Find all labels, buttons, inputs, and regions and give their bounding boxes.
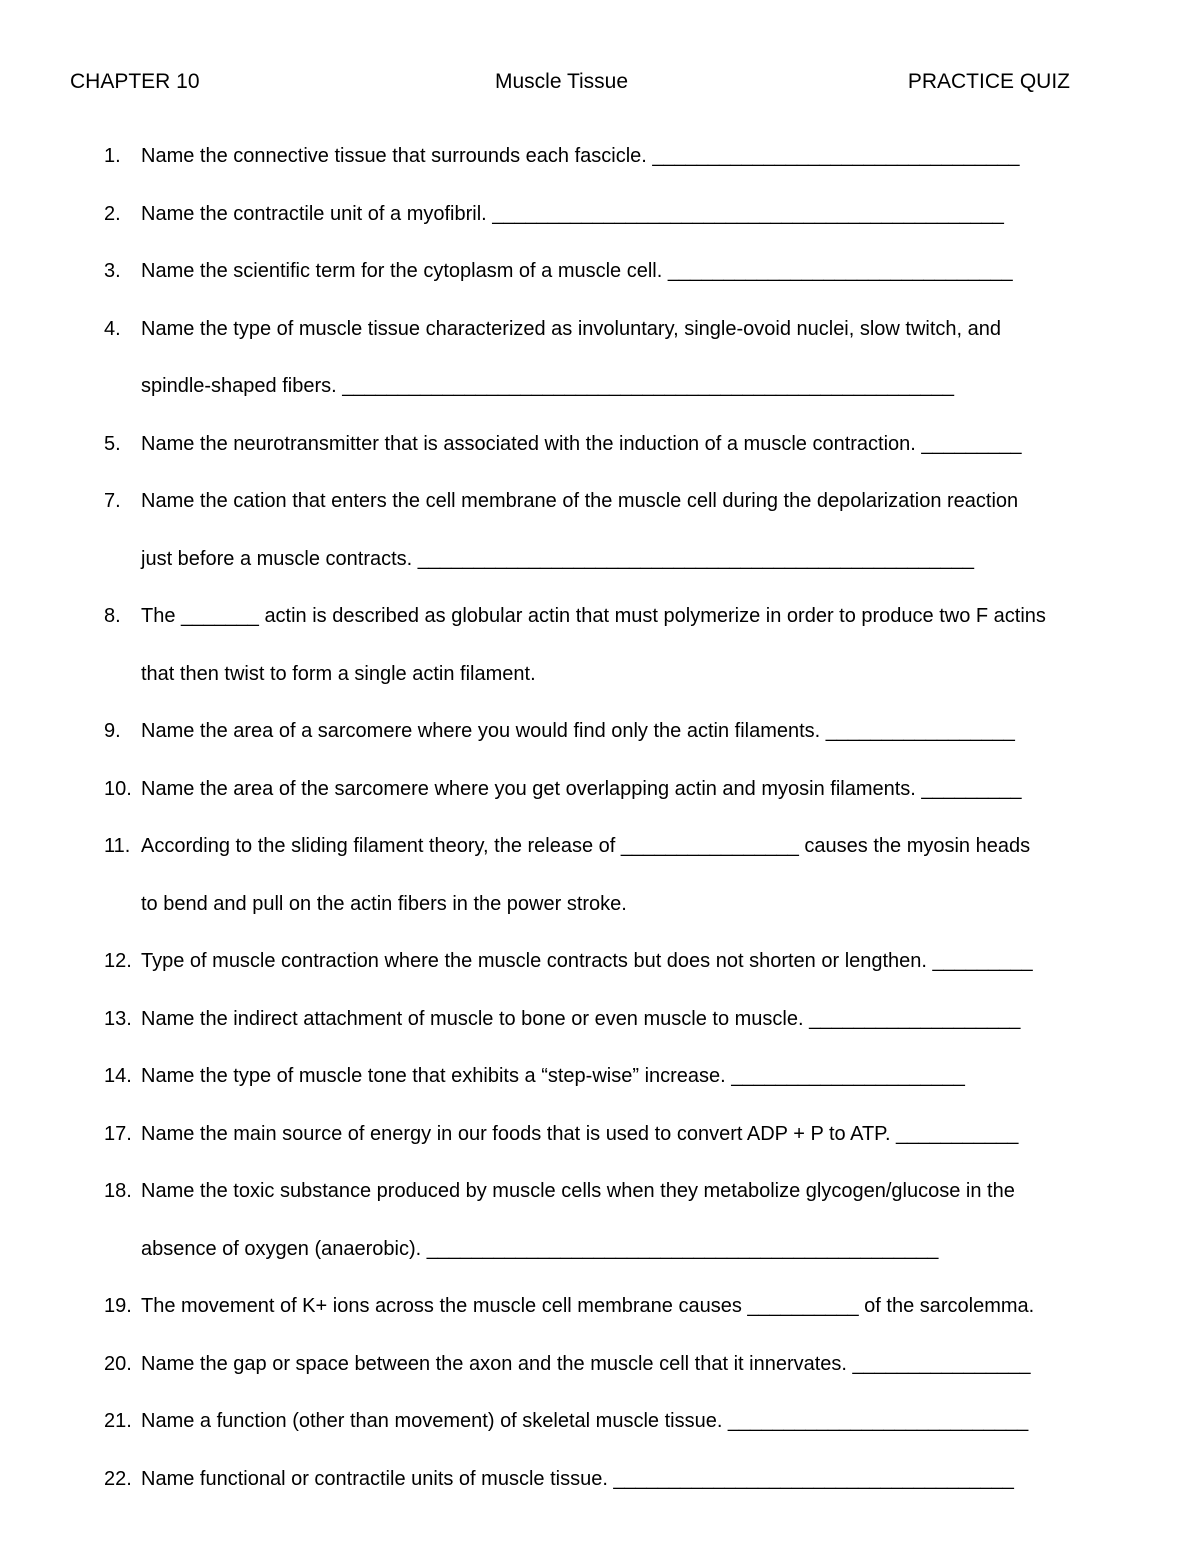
question-item <box>104 933 1134 991</box>
question-number: 18. <box>104 1180 132 1202</box>
question-item <box>104 301 1134 416</box>
question-item <box>104 473 1134 588</box>
question-number: 1. <box>104 145 121 167</box>
question-number: 3. <box>104 260 121 282</box>
page-header <box>70 70 1070 100</box>
chapter-label: CHAPTER 10 <box>70 70 200 93</box>
question-text: According to the sliding filament theory, the release of ________________ causes the myosin heads <box>141 835 1031 857</box>
question-item <box>104 1336 1134 1394</box>
question-number: 4. <box>104 317 121 340</box>
question-number: 5. <box>104 432 121 455</box>
question-text: Name the scientific term for the cytoplasm of a muscle cell. _______________________________ <box>141 260 1013 282</box>
question-item <box>104 1393 1134 1451</box>
question-text: just before a muscle contracts. __________________________________________________ <box>141 547 974 570</box>
question-number: 14. <box>104 1065 132 1087</box>
question-text: Name the type of muscle tone that exhibits a “step-wise” increase. _____________________ <box>141 1065 965 1087</box>
question-item <box>104 991 1134 1049</box>
question-text: Name the area of a sarcomere where you would find only the actin filaments. _________________ <box>141 720 1015 742</box>
quiz-type-label: PRACTICE QUIZ <box>907 70 1070 93</box>
question-text: Name the gap or space between the axon and the muscle cell that it innervates. ________________ <box>141 1352 1031 1375</box>
question-number: 12. <box>104 950 132 972</box>
question-number: 19. <box>104 1295 132 1317</box>
question-text: Name the indirect attachment of muscle to bone or even muscle to muscle. ___________________ <box>141 1007 1021 1030</box>
question-item <box>104 1163 1134 1278</box>
question-item <box>104 1278 1134 1336</box>
question-number: 21. <box>104 1410 132 1432</box>
question-text: Name the contractile unit of a myofibril. ______________________________________________ <box>141 202 1004 225</box>
question-item <box>104 703 1134 761</box>
question-text: The _______ actin is described as globular actin that must polymerize in order to produce two F actins <box>141 605 1046 627</box>
question-text: absence of oxygen (anaerobic). ______________________________________________ <box>141 1237 939 1260</box>
question-item <box>104 1048 1134 1106</box>
question-number: 11. <box>104 835 131 857</box>
question-list <box>104 128 1134 1508</box>
question-text: Name the connective tissue that surrounds each fascicle. _________________________________ <box>141 145 1020 167</box>
question-item <box>104 761 1134 819</box>
question-text: Name the area of the sarcomere where you get overlapping actin and myosin filaments. _________ <box>141 777 1022 800</box>
question-text: Name the neurotransmitter that is associated with the induction of a muscle contraction. _________ <box>141 432 1022 455</box>
question-item <box>104 416 1134 474</box>
question-item <box>104 128 1134 186</box>
question-number: 13. <box>104 1007 132 1030</box>
question-text: Name the type of muscle tissue characterized as involuntary, single-ovoid nuclei, slow twitch, and <box>141 317 1002 340</box>
question-number: 20. <box>104 1352 132 1375</box>
question-item <box>104 186 1134 244</box>
question-item <box>104 588 1134 703</box>
question-text: Name the cation that enters the cell membrane of the muscle cell during the depolarization reaction <box>141 490 1019 512</box>
question-number: 7. <box>104 490 121 512</box>
question-text: Type of muscle contraction where the muscle contracts but does not shorten or lengthen. _________ <box>141 950 1033 972</box>
question-text: The movement of K+ ions across the muscle cell membrane causes __________ of the sarcolemma. <box>141 1295 1035 1317</box>
question-text: to bend and pull on the actin fibers in the power stroke. <box>141 892 627 915</box>
question-item <box>104 1451 1134 1509</box>
question-item <box>104 818 1134 933</box>
question-text: Name a function (other than movement) of skeletal muscle tissue. ___________________________ <box>141 1410 1029 1432</box>
question-text: Name the toxic substance produced by muscle cells when they metabolize glycogen/glucose in the <box>141 1180 1015 1202</box>
topic-title: Muscle Tissue <box>495 70 629 93</box>
question-text: spindle-shaped fibers. _______________________________________________________ <box>141 375 954 397</box>
question-number: 9. <box>104 720 121 742</box>
question-number: 8. <box>104 605 121 627</box>
question-text: Name functional or contractile units of muscle tissue. ____________________________________ <box>141 1467 1014 1490</box>
question-number: 10. <box>104 777 132 800</box>
question-item <box>104 1106 1134 1164</box>
question-number: 17. <box>104 1122 132 1145</box>
question-text: that then twist to form a single actin filament. <box>141 662 536 685</box>
question-number: 2. <box>104 202 121 225</box>
question-item <box>104 243 1134 301</box>
question-text: Name the main source of energy in our foods that is used to convert ADP + P to ATP. ___________ <box>141 1122 1019 1145</box>
question-number: 22. <box>104 1467 132 1490</box>
